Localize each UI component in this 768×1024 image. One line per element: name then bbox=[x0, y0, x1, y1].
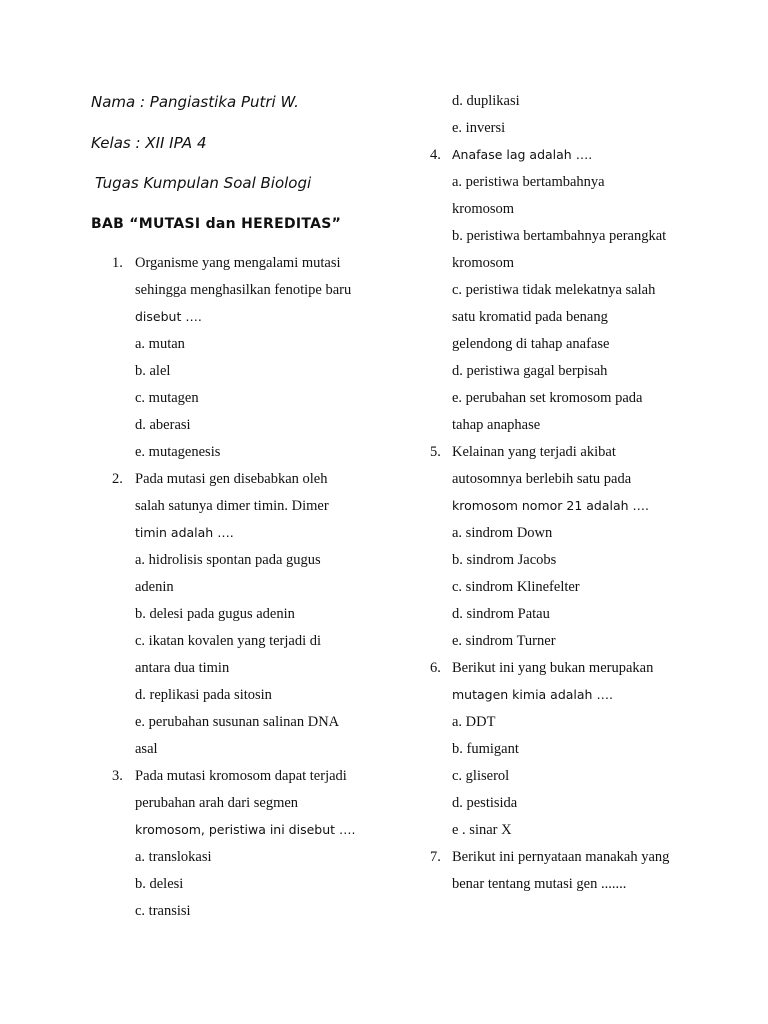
answer-option: kromosom bbox=[452, 255, 515, 271]
answer-option: e. mutagenesis bbox=[135, 444, 221, 460]
question-number: 3. bbox=[112, 768, 123, 784]
student-name: Nama : Pangiastika Putri W. bbox=[91, 93, 299, 111]
answer-option: b. alel bbox=[135, 363, 171, 379]
answer-option: d. pestisida bbox=[452, 795, 518, 811]
question-text-line: Organisme yang mengalami mutasi bbox=[135, 255, 341, 271]
assignment-title: Tugas Kumpulan Soal Biologi bbox=[95, 174, 312, 192]
answer-option: e. perubahan set kromosom pada bbox=[452, 390, 643, 406]
answer-option: a. mutan bbox=[135, 336, 185, 352]
chapter-title: BAB “MUTASI dan HEREDITAS” bbox=[91, 216, 342, 232]
answer-option: d. peristiwa gagal berpisah bbox=[452, 363, 608, 379]
answer-option: gelendong di tahap anafase bbox=[452, 336, 610, 352]
question-text-line: Kelainan yang terjadi akibat bbox=[452, 444, 616, 460]
answer-option: a. DDT bbox=[452, 714, 496, 730]
answer-option: a. hidrolisis spontan pada gugus bbox=[135, 552, 321, 568]
answer-option: d. aberasi bbox=[135, 417, 191, 433]
answer-option: c. mutagen bbox=[135, 390, 199, 406]
answer-option: kromosom bbox=[452, 201, 515, 217]
question-text-line: kromosom, peristiwa ini disebut …. bbox=[135, 822, 356, 837]
question-text-line: Berikut ini pernyataan manakah yang bbox=[452, 849, 670, 865]
answer-option: a. sindrom Down bbox=[452, 525, 553, 541]
question-text-line: perubahan arah dari segmen bbox=[135, 795, 299, 811]
question-number: 7. bbox=[430, 849, 441, 865]
answer-option: c. sindrom Klinefelter bbox=[452, 579, 580, 595]
answer-option: antara dua timin bbox=[135, 660, 230, 676]
answer-option: b. peristiwa bertambahnya perangkat bbox=[452, 228, 667, 244]
answer-option: b. fumigant bbox=[452, 741, 519, 757]
answer-option: tahap anaphase bbox=[452, 417, 541, 433]
question-text-line: kromosom nomor 21 adalah …. bbox=[452, 498, 650, 513]
answer-option: satu kromatid pada benang bbox=[452, 309, 608, 325]
question-text-line: sehingga menghasilkan fenotipe baru bbox=[135, 282, 352, 298]
answer-option: d. duplikasi bbox=[452, 93, 520, 109]
question-number: 6. bbox=[430, 660, 441, 676]
answer-option: b. delesi bbox=[135, 876, 184, 892]
question-text-line: Berikut ini yang bukan merupakan bbox=[452, 660, 654, 676]
answer-option: b. delesi pada gugus adenin bbox=[135, 606, 295, 622]
question-number: 2. bbox=[112, 471, 123, 487]
question-text-line: salah satunya dimer timin. Dimer bbox=[135, 498, 329, 514]
question-number: 4. bbox=[430, 147, 441, 163]
question-text-line: autosomnya berlebih satu pada bbox=[452, 471, 632, 487]
question-text-line: mutagen kimia adalah …. bbox=[452, 687, 613, 702]
answer-option: c. ikatan kovalen yang terjadi di bbox=[135, 633, 322, 649]
answer-option: e . sinar X bbox=[452, 822, 512, 838]
answer-option: asal bbox=[135, 741, 158, 757]
question-text-line: Anafase lag adalah …. bbox=[452, 147, 593, 162]
answer-option: d. replikasi pada sitosin bbox=[135, 687, 272, 703]
answer-option: c. transisi bbox=[135, 903, 191, 919]
answer-option: c. peristiwa tidak melekatnya salah bbox=[452, 282, 656, 298]
question-text-line: Pada mutasi kromosom dapat terjadi bbox=[135, 768, 347, 784]
answer-option: adenin bbox=[135, 579, 174, 595]
answer-option: e. sindrom Turner bbox=[452, 633, 556, 649]
question-text-line: disebut …. bbox=[135, 309, 202, 324]
answer-option: a. translokasi bbox=[135, 849, 212, 865]
answer-option: e. perubahan susunan salinan DNA bbox=[135, 714, 340, 730]
question-text-line: Pada mutasi gen disebabkan oleh bbox=[135, 471, 328, 487]
answer-option: c. gliserol bbox=[452, 768, 510, 784]
question-text-line: timin adalah …. bbox=[135, 525, 234, 540]
question-number: 5. bbox=[430, 444, 441, 460]
question-text-line: benar tentang mutasi gen ....... bbox=[452, 876, 627, 892]
answer-option: b. sindrom Jacobs bbox=[452, 552, 557, 568]
answer-option: a. peristiwa bertambahnya bbox=[452, 174, 605, 190]
answer-option: d. sindrom Patau bbox=[452, 606, 550, 622]
question-number: 1. bbox=[112, 255, 123, 271]
answer-option: e. inversi bbox=[452, 120, 506, 136]
student-class: Kelas : XII IPA 4 bbox=[91, 134, 207, 152]
